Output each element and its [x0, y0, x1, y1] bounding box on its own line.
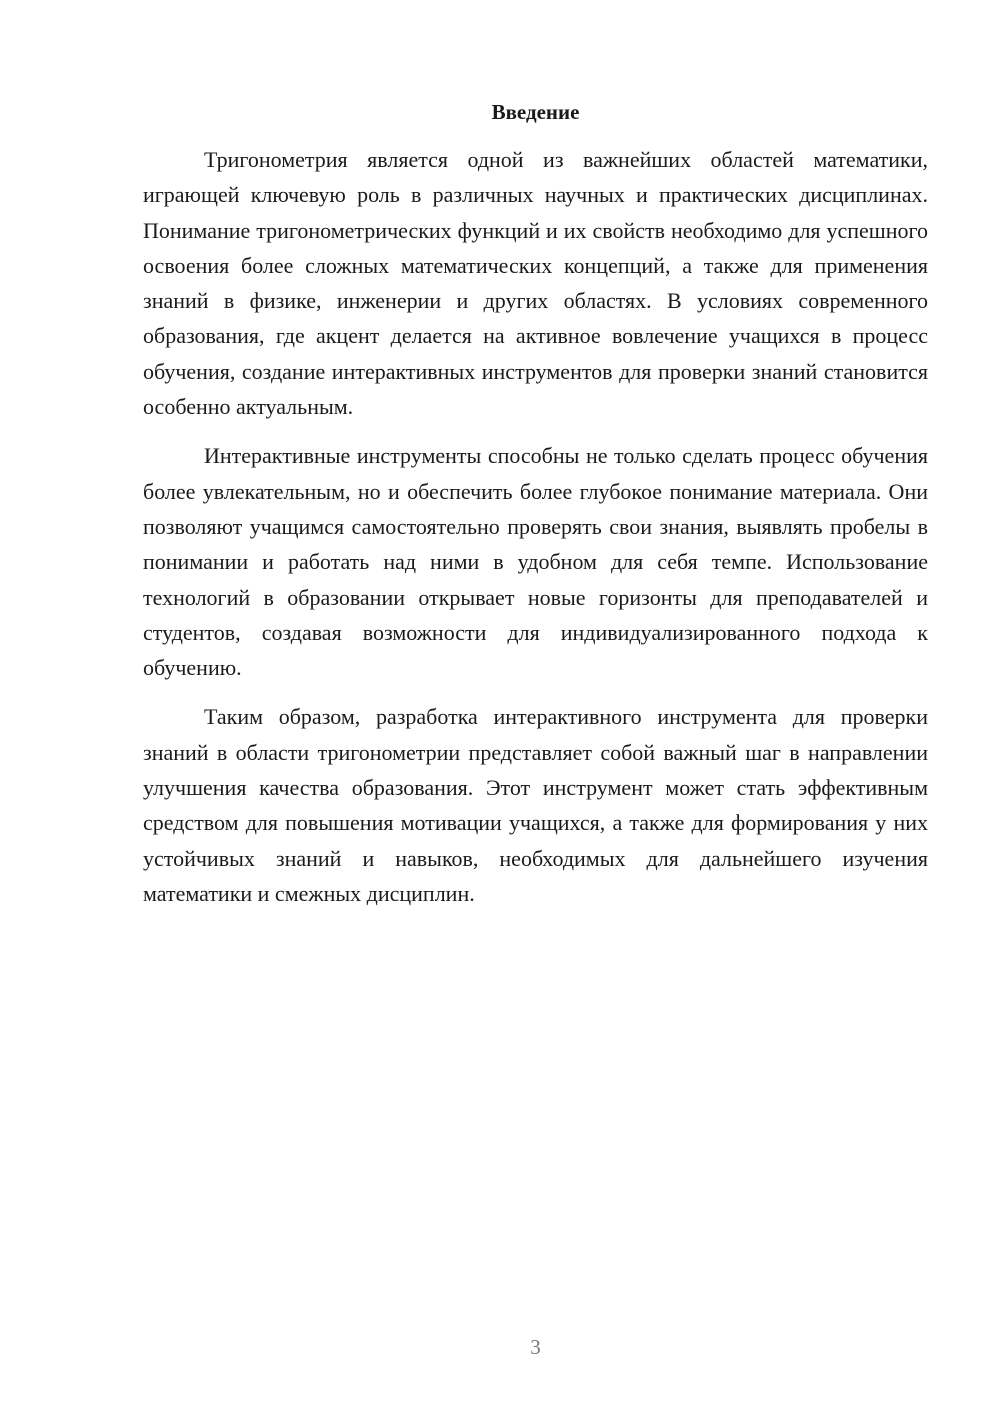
body-text [143, 142, 928, 925]
paragraph-2: Интерактивные инструменты способны не только сделать процесс обучения более увлекательным, но и обеспечить более глубокое понимание материала. Они позволяют учащимся самостоятельно проверять свои знания, выявлять пробелы в понимании и работать над ними в удобном для себя темпе. Использование технологий в образовании открывает новые горизонты для преподавателей и студентов, создавая возможности для индивидуализированного подхода к обучению. [143, 443, 928, 681]
section-heading: Введение [491, 100, 580, 124]
paragraph-1: Тригонометрия является одной из важнейших областей математики, играющей ключевую роль в различных научных и практических дисциплинах. Понимание тригонометрических функций и их свойств необходимо для успешного освоения более сложных математических концепций, а также для применения знаний в физике, инженерии и других областях. В условиях современного образования, где акцент делается на активное вовлечение учащихся в процесс обучения, создание интерактивных инструментов для проверки знаний становится особенно актуальным. [143, 147, 928, 420]
page-number: 3 [530, 1335, 541, 1359]
paragraph-3: Таким образом, разработка интерактивного инструмента для проверки знаний в области тригонометрии представляет собой важный шаг в направлении улучшения качества образования. Этот инструмент может стать эффективным средством для повышения мотивации учащихся, а также для формирования у них устойчивых знаний и навыков, необходимых для дальнейшего изучения математики и смежных дисциплин. [143, 704, 928, 906]
